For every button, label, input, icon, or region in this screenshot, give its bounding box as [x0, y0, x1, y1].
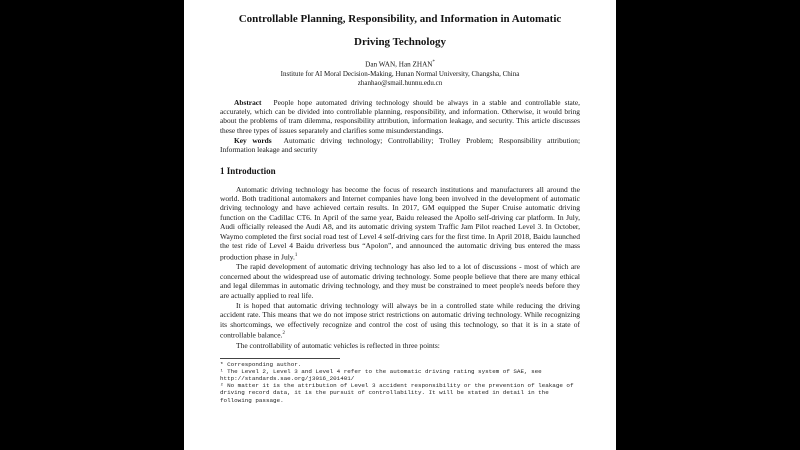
abstract-label: Abstract: [234, 97, 262, 107]
keywords-label: Key words: [234, 136, 272, 146]
intro-paragraph-4: The controllability of automatic vehicles is reflected in three points:: [236, 341, 440, 351]
email-address: zhanhao@smail.hunnu.edu.cn: [357, 79, 443, 88]
abstract-text: People hope automated driving technology should be always in a stable and controllable state, accurately, which can be divided into controllable planning, responsibility, and information. Otherwise, it would bring about the problems of tram dilemma, responsibility attribution, information leakage, and security. This article discusses these three types of issues separately and clarifies some misunderstandings.: [220, 97, 580, 135]
footnote-1: ¹ The Level 2, Level 3 and Level 4 refer to the automatic driving rating system of SAE, see http://standards.sae.org/j3016_201401/: [220, 367, 542, 382]
intro-paragraph-1-text: Automatic driving technology has become the focus of research institutions and manufacturers all around the world. Both traditional automakers and Internet companies have long been involved in the development of automatic driving technology and have achieved certain results. In 2017, GM equipped the Super Cruise automatic driving function on the Cadillac CT6. In April of the same year, Baidu released the Apollo self-driving car platform. In July, Audi officially released the Audi A8, and its automatic driving system Traffic Jam Pilot reached Level 3. In October, Waymo completed the first social road test of Level 4 self-driving cars for the first time. In April 2018, Baidu launched the test ride of Level 4 Baidu driverless bus “Apolon”, and announced the automatic driving bus entered the mass production phase in July.: [220, 184, 580, 262]
paper-title: [220, 8, 580, 54]
intro-paragraph-3: [220, 301, 580, 340]
affiliation: Institute for AI Moral Decision-Making, Hunan Normal University, Changsha, China: [280, 69, 520, 78]
section-heading-introduction: 1 Introduction: [220, 165, 276, 176]
footnote-ref-2: 2: [282, 331, 285, 337]
footnote-2: ² No matter it is the attribution of Level 3 accident responsibility or the prevention of leakage of driving record data, it is the pursuit of controllability. It will be stated in detail in the following passage.: [220, 382, 574, 404]
footnote-corresponding-author: * Corresponding author.: [220, 360, 302, 368]
intro-paragraph-2-text: The rapid development of automatic driving technology has also led to a lot of discussions - most of which are concerned about the widespread use of automatic driving technology. Some people believe that there are many ethical and legal dilemmas in automatic driving technology, and they must be constrained to meet people's needs before they are actually applied to real life.: [220, 262, 580, 300]
intro-paragraph-1: [220, 185, 580, 262]
footnote-ref-1: 1: [294, 252, 298, 258]
author-names: [220, 58, 580, 70]
corresponding-author-marker: *: [432, 60, 435, 65]
keywords-text: Automatic driving technology; Controllability; Trolley Problem; Responsibility attribution; Information leakage and security: [220, 136, 581, 155]
abstract: [220, 98, 580, 135]
footnote-separator: [220, 358, 340, 359]
footnotes-section: [220, 358, 580, 404]
author-names-text: Dan WAN, Han ZHAN: [365, 60, 433, 69]
paper-title-line2: Driving Technology: [354, 36, 446, 48]
document-page: [184, 0, 616, 450]
intro-paragraph-2: [220, 262, 580, 300]
keywords: [220, 136, 580, 155]
paper-title-line1: Controllable Planning, Responsibility, and Information in Automatic: [238, 13, 562, 25]
authors-block: [220, 58, 580, 89]
intro-paragraph-3-text: It is hoped that automatic driving technology will always be in a controlled state while reducing the driving accident rate. This means that we do not impose strict restrictions on automatic driving technology. While recognizing its shortcomings, we effectively recognize and control the cost of using this technology, so that it is in a state of controllable balance.: [220, 301, 580, 340]
